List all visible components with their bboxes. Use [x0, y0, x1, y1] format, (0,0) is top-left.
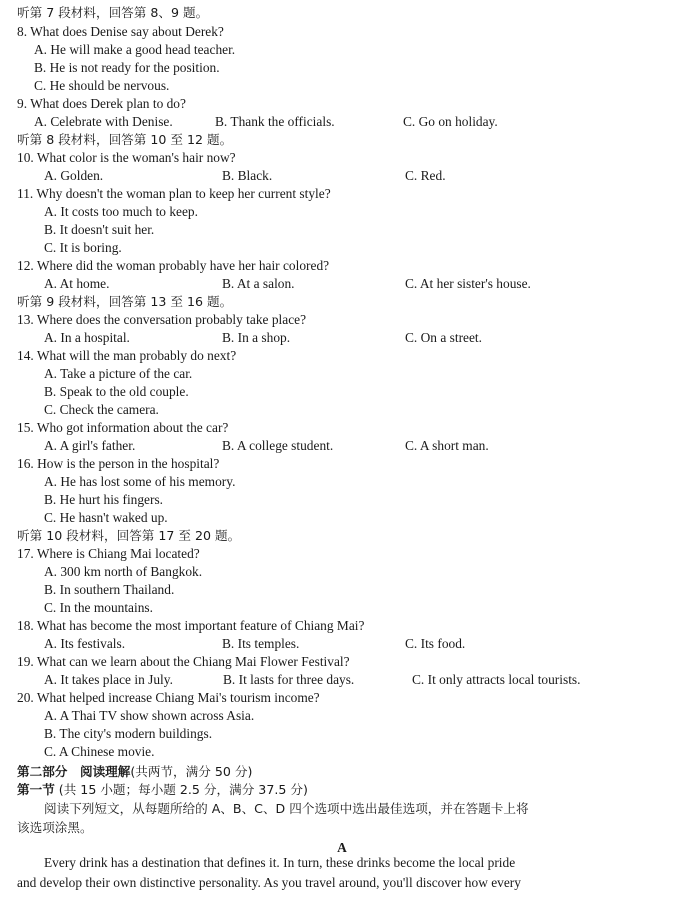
question-10: 10. What color is the woman's hair now?	[17, 150, 236, 165]
q16-option-b: B. He hurt his fingers.	[44, 492, 164, 507]
question-19: 19. What can we learn about the Chiang Mai Flower Festival?	[17, 654, 350, 669]
q20-option-b: B. The city's modern buildings.	[44, 726, 213, 741]
q20-option-a: A. A Thai TV show shown across Asia.	[44, 708, 255, 723]
question-15: 15. Who got information about the car?	[17, 420, 229, 435]
q13-option-a: A. In a hospital.	[44, 330, 130, 345]
q17-option-a: A. 300 km north of Bangkok.	[44, 564, 203, 579]
q8-option-b: B. He is not ready for the position.	[34, 60, 220, 75]
q14-option-c: C. Check the camera.	[44, 402, 159, 417]
question-18: 18. What has become the most important feature of Chiang Mai?	[17, 618, 365, 633]
instructions-line-2: 该选项涂黑。	[17, 820, 93, 835]
q9-option-a: A. Celebrate with Denise.	[34, 114, 173, 129]
q11-option-b: B. It doesn't suit her.	[44, 222, 155, 237]
passage-line-2: and develop their own distinctive personality. As you travel around, you'll discover how every	[17, 875, 521, 890]
q10-option-a: A. Golden.	[44, 168, 104, 183]
q8-option-a: A. He will make a good head teacher.	[34, 42, 236, 57]
q12-option-c: C. At her sister's house.	[405, 276, 531, 291]
question-9: 9. What does Derek plan to do?	[17, 96, 186, 111]
q16-option-c: C. He hasn't waked up.	[44, 510, 168, 525]
q19-option-c: C. It only attracts local tourists.	[412, 672, 581, 687]
section-8-header: 听第 8 段材料，回答第 10 至 12 题。	[17, 132, 233, 147]
q11-option-a: A. It costs too much to keep.	[44, 204, 198, 219]
part-2-note: (共两节，满分 50 分)	[130, 764, 253, 779]
q14-option-a: A. Take a picture of the car.	[44, 366, 193, 381]
q13-option-b: B. In a shop.	[222, 330, 291, 345]
question-8: 8. What does Denise say about Derek?	[17, 24, 224, 39]
q19-option-b: B. It lasts for three days.	[223, 672, 355, 687]
question-20: 20. What helped increase Chiang Mai's tourism income?	[17, 690, 320, 705]
q16-option-a: A. He has lost some of his memory.	[44, 474, 236, 489]
q17-option-c: C. In the mountains.	[44, 600, 153, 615]
q18-option-b: B. Its temples.	[222, 636, 300, 651]
question-13: 13. Where does the conversation probably take place?	[17, 312, 307, 327]
section-1-header	[17, 781, 308, 798]
question-12: 12. Where did the woman probably have her hair colored?	[17, 258, 330, 273]
question-11: 11. Why doesn't the woman plan to keep her current style?	[17, 186, 331, 201]
passage-line-1: Every drink has a destination that defines it. In turn, these drinks become the local pride	[44, 855, 516, 870]
section-1-note: (共 15 小题；每小题 2.5 分，满分 37.5 分)	[58, 782, 308, 797]
q12-option-a: A. At home.	[44, 276, 110, 291]
q14-option-b: B. Speak to the old couple.	[44, 384, 189, 399]
q9-option-c: C. Go on holiday.	[403, 114, 498, 129]
q19-option-a: A. It takes place in July.	[44, 672, 173, 687]
question-14: 14. What will the man probably do next?	[17, 348, 237, 363]
q20-option-c: C. A Chinese movie.	[44, 744, 155, 759]
q18-option-a: A. Its festivals.	[44, 636, 126, 651]
section-10-header: 听第 10 段材料，回答第 17 至 20 题。	[17, 528, 241, 543]
q10-option-b: B. Black.	[222, 168, 273, 183]
q15-option-b: B. A college student.	[222, 438, 334, 453]
q8-option-c: C. He should be nervous.	[34, 78, 170, 93]
q15-option-c: C. A short man.	[405, 438, 489, 453]
q18-option-c: C. Its food.	[405, 636, 466, 651]
section-1-title: 第一节	[17, 782, 55, 797]
q17-option-b: B. In southern Thailand.	[44, 582, 175, 597]
q10-option-c: C. Red.	[405, 168, 446, 183]
q9-option-b: B. Thank the officials.	[215, 114, 335, 129]
section-9-header: 听第 9 段材料，回答第 13 至 16 题。	[17, 294, 233, 309]
question-17: 17. Where is Chiang Mai located?	[17, 546, 200, 561]
section-7-header: 听第 7 段材料，回答第 8、9 题。	[17, 5, 209, 20]
part-2-header	[17, 763, 252, 780]
part-2-title: 第二部分 阅读理解	[17, 764, 131, 779]
passage-label: A	[337, 840, 347, 855]
question-16: 16. How is the person in the hospital?	[17, 456, 220, 471]
q12-option-b: B. At a salon.	[222, 276, 295, 291]
instructions-line-1: 阅读下列短文，从每题所给的 A、B、C、D 四个选项中选出最佳选项，并在答题卡上将	[44, 801, 529, 816]
q15-option-a: A. A girl's father.	[44, 438, 136, 453]
q11-option-c: C. It is boring.	[44, 240, 122, 255]
q13-option-c: C. On a street.	[405, 330, 482, 345]
